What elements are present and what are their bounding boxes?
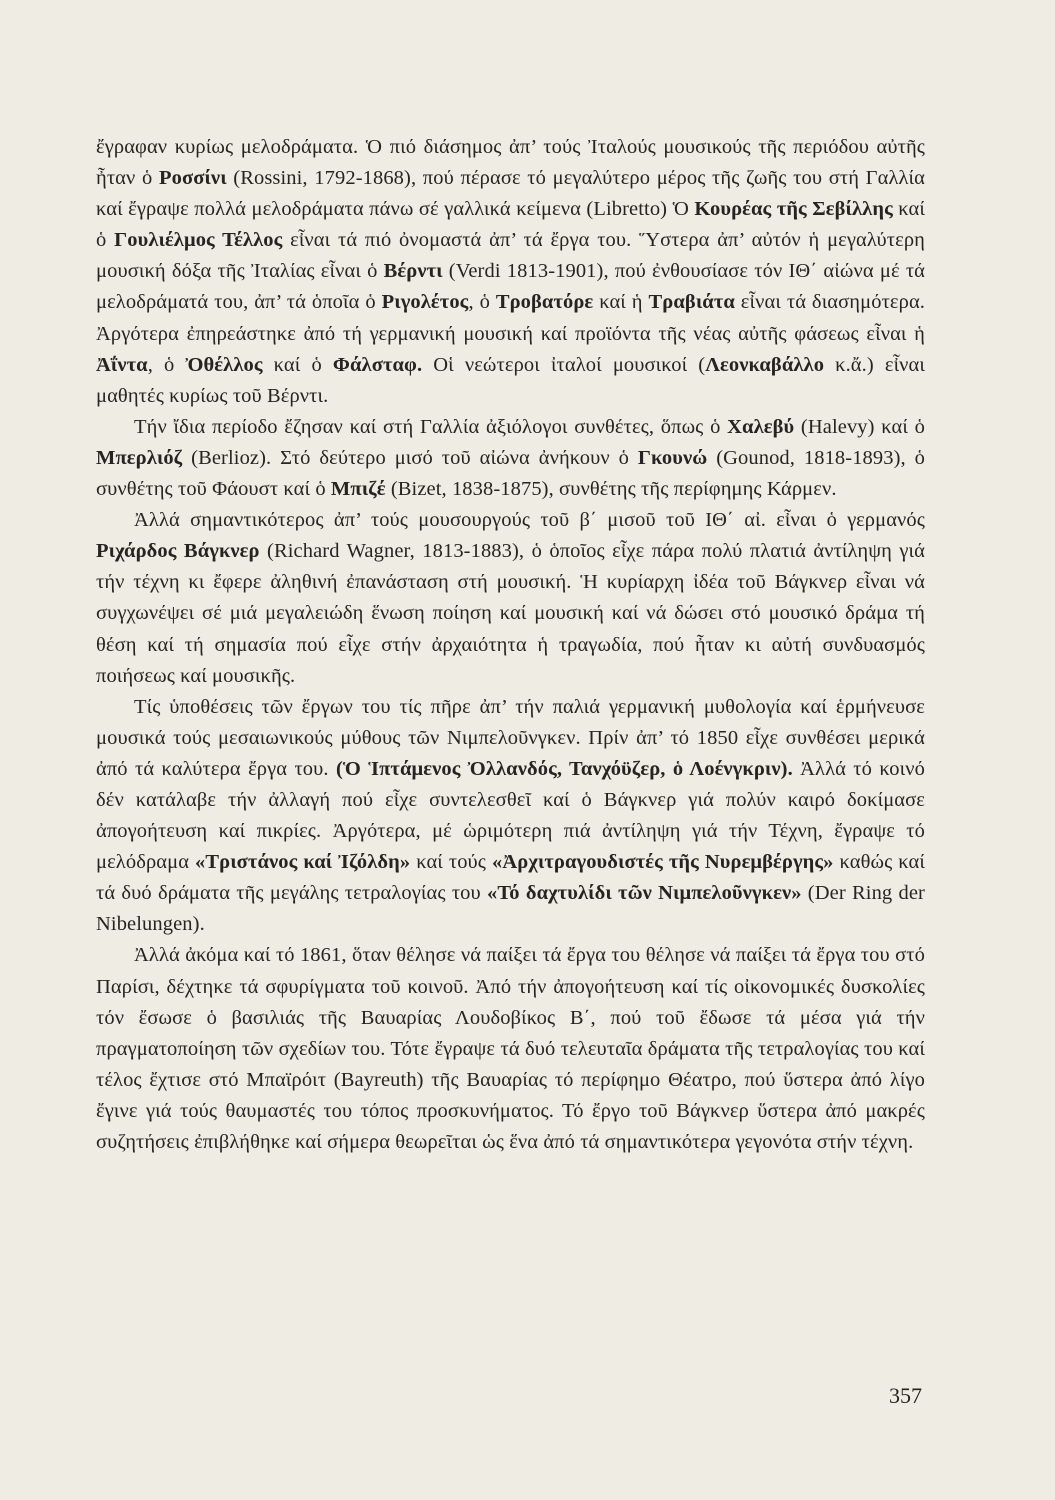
bold-term: Μπερλιόζ [96, 446, 183, 469]
bold-term: Βέρντι [383, 260, 443, 283]
text-run: (Halevy) καί ὁ [794, 415, 925, 438]
text-run: , ὁ [468, 291, 496, 314]
bold-term: «Ἀρχιτραγουδιστές τῆς Νυρεμβέργης» [492, 851, 834, 874]
text-run: (Der Ring der Nibelungen). [96, 882, 925, 936]
bold-term: «Τριστάνος καί Ἰζόλδη» [195, 851, 411, 874]
text-run: καθώς καί τά δυό δράματα τῆς μεγάλης τετραλογίας του [96, 851, 925, 905]
page-number: 357 [889, 1383, 922, 1408]
text-run: καί ὁ [262, 353, 333, 376]
bold-term: Κουρέας τῆς Σεβίλλης [694, 198, 893, 221]
paragraph [96, 505, 925, 692]
text-run: Ἀλλά τό κοινό δέν κατάλαβε τήν ἀλλαγή πού εἶχε συντελεσθεῖ καί ὁ Βάγκνερ γιά πολύν καιρό δοκίμασε ἀπογοήτευση καί πικρίες. Ἀργότερα, μέ ὡριμότερη πιά ἀντίληψη γιά τήν Τέχνη, ἔγραψε τό μελόδραμα [96, 757, 925, 874]
text-run: , ὁ [147, 353, 186, 376]
bold-term: Λεονκαβάλλο [705, 353, 825, 376]
bold-term: (Ὁ Ἱπτάμενος Ὀλλανδός, Τανχόϋζερ, ὁ Λοένγκριν). [335, 757, 793, 780]
bold-term: «Τό δαχτυλίδι τῶν Νιμπελοῦνγκεν» [486, 882, 802, 905]
text-run: (Berlioz). Στό δεύτερο μισό τοῦ αἰώνα ἀνήκουν ὁ [182, 446, 638, 469]
text-run: Τήν ἴδια περίοδο ἔζησαν καί στή Γαλλία ἀξιόλογοι συνθέτες, ὅπως ὁ [134, 415, 728, 438]
body-text [96, 132, 925, 1158]
text-run: (Bizet, 1838-1875), συνθέτης τῆς περίφημης Κάρμεν. [385, 478, 837, 501]
bold-term: Φάλσταφ. [332, 353, 423, 376]
text-run: (Gounod, 1818-1893), ὁ συνθέτης τοῦ Φάουστ καί ὁ [96, 446, 925, 501]
text-run: Τίς ὑποθέσεις τῶν ἔργων του τίς πῆρε ἀπ’ τήν παλιά γερμανική μυθολογία καί ἑρμήνευσε μουσικά τούς μεσαιωνικούς μύθους τῶν Νιμπελοῦνγκεν. Πρίν ἀπ’ τό 1850 εἶχε συνθέσει μερικά ἀπό τά καλύτερα ἔργα του. [96, 695, 925, 780]
text-run: (Richard Wagner, 1813-1883), ὁ ὁποῖος εἶχε πάρα πολύ πλατιά ἀντίληψη γιά τήν τέχνη κι ἔφερε ἀληθινή ἐπανάσταση στή μουσική. Ἡ κυρίαρχη ἰδέα τοῦ Βάγκνερ εἶναι νά συγχωνέψει σέ μιά μεγαλειώδη ἕνωση ποίηση καί μουσική καί νά δώσει στό μουσικό δράμα τή θέση καί τή σημασία πού εἶχε στήν ἀρχαιότητα ἡ τραγωδία, πού ἦταν κι αὐτή συνδυασμός ποιήσεως καί μουσικῆς. [96, 540, 925, 687]
text-run: εἶναι τά διασημότερα. Ἀργότερα ἐπηρεάστηκε ἀπό τή γερμανική μουσική καί προϊόντα τῆς νέας αὐτῆς φάσεως εἶναι ἡ [96, 291, 926, 345]
text-run: Οἱ νεώτεροι ἰταλοί μουσικοί ( [422, 353, 706, 376]
bold-term: Μπιζέ [330, 478, 386, 501]
paragraph [96, 412, 925, 505]
text-run: Ἀλλά ἀκόμα καί τό 1861, ὅταν θέλησε νά παίξει τά ἔργα του θέλησε νά παίξει τά ἔργα του στό Παρίσι, δέχτηκε τά σφυρίγματα τοῦ κοινοῦ. Ἀπό τήν ἀπογοήτευση καί τίς οἰκονομικές δυσκολίες τόν ἔσωσε ὁ βασιλιάς τῆς Βαυαρίας Λουδοβίκος Β΄, πού τοῦ ἔδωσε τά μέσα γιά τήν πραγματοποίηση τῶν σχεδίων του. Τότε ἔγραψε τά δυό τελευταῖα δράματα τῆς τετραλογίας του καί τέλος ἔχτισε στό Μπαϊρόιτ (Bayreuth) τῆς Βαυαρίας τό περίφημο Θέατρο, πού ὕστερα ἀπό λίγο ἔγινε γιά τούς θαυμαστές του τόπος προσκυνήματος. Τό ἔργο τοῦ Βάγκνερ ὕστερα ἀπό μακρές συζητήσεις ἐπιβλήθηκε καί σήμερα θεωρεῖται ὡς ἕνα ἀπό τά σημαντικότερα γεγονότα στήν τέχνη. [96, 944, 925, 1153]
text-run: Ἀλλά σημαντικότερος ἀπ’ τούς μουσουργούς τοῦ β΄ μισοῦ τοῦ ΙΘ΄ αἰ. εἶναι ὁ γερμανός [134, 509, 925, 532]
bold-term: Γκουνώ [637, 446, 708, 469]
text-run: καί τούς [410, 851, 492, 874]
bold-term: Ροσσίνι [159, 167, 227, 190]
bold-term: Τροβατόρε [495, 291, 594, 314]
text-run: (Rossini, 1792-1868), πού πέρασε τό μεγαλύτερο μέρος τῆς ζωῆς του στή Γαλλία καί ἔγραψε πολλά μελοδράματα πάνω σέ γαλλικά κείμενα (Libretto) Ὁ [96, 167, 926, 221]
bold-term: Ἀΐντα [96, 353, 148, 376]
paragraph [96, 692, 925, 941]
paragraph [96, 940, 925, 1158]
text-run: (Verdi 1813-1901), πού ἐνθουσίασε τόν ΙΘ΄ αἰώνα μέ τά μελοδράματά του, ἀπ’ τά ὁποῖα ὁ [96, 260, 925, 314]
text-run: καί ἡ [593, 291, 649, 314]
text-run: εἶναι τά πιό ὀνομαστά ἀπ’ τά ἔργα του. Ὕστερα ἀπ’ αὐτόν ἡ μεγαλύτερη μουσική δόξα τῆς Ἰταλίας εἶναι ὁ [96, 229, 925, 283]
text-run: κ.ἄ.) εἶναι μαθητές κυρίως τοῦ Βέρντι. [96, 353, 926, 407]
bold-term: Γουλιέλμος Τέλλος [114, 229, 283, 252]
text-run: καί ὁ [96, 198, 925, 252]
bold-term: Τραβιάτα [648, 291, 735, 314]
bold-term: Χαλεβύ [727, 415, 795, 438]
bold-term: Ριχάρδος Βάγκνερ [96, 540, 260, 563]
bold-term: Ριγολέτος [381, 291, 469, 314]
paragraph [96, 132, 925, 412]
bold-term: Ὀθέλλος [185, 353, 263, 376]
text-run: ἔγραφαν κυρίως μελοδράματα. Ὁ πιό διάσημος ἀπ’ τούς Ἰταλούς μουσικούς τῆς περιόδου αὐτῆς ἦταν ὁ [96, 136, 925, 190]
